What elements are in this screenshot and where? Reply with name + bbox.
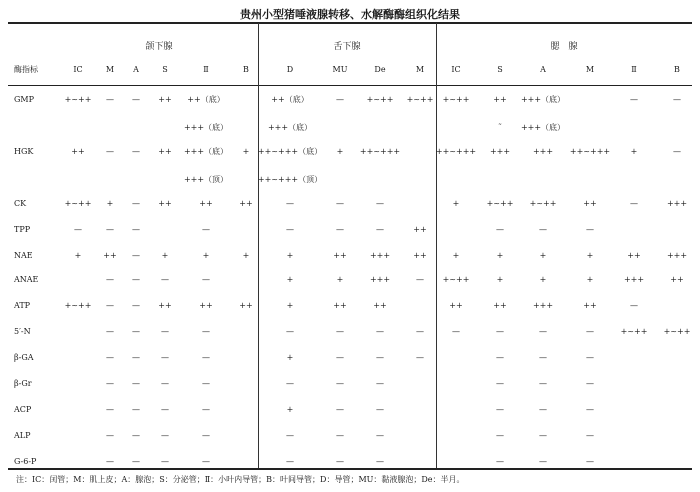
footnote: 注：IC：闰管；M：肌上皮；A：腺泡；S：分泌管；Ⅱ：小叶内导管；B：叶间导管；D：导管；MU：黏液腺泡；De：半月。 — [16, 475, 465, 484]
table-cell: — — [496, 225, 504, 234]
table-cell: — — [673, 95, 681, 104]
table-cell: + — [161, 251, 169, 260]
table-cell: — — [336, 353, 344, 362]
table-cell: — — [376, 405, 384, 414]
table-cell: +~++ — [64, 199, 92, 208]
table-cell: — — [376, 353, 384, 362]
table-cell: — — [161, 379, 169, 388]
table-cell: — — [286, 379, 294, 388]
table-cell: — — [132, 95, 140, 104]
table-cell: — — [106, 431, 114, 440]
row-label: β-Gr — [14, 379, 32, 388]
table-cell: — — [496, 457, 504, 466]
table-cell: — — [106, 327, 114, 336]
table-cell: ++ — [158, 147, 172, 156]
table-cell: — — [132, 431, 140, 440]
column-header: M — [105, 65, 115, 74]
row-label: ANAE — [14, 275, 39, 284]
column-header: D — [286, 65, 294, 74]
table-cell: — — [630, 199, 638, 208]
table-cell: ++ — [333, 251, 347, 260]
column-header: M — [415, 65, 425, 74]
table-cell: ++ — [158, 95, 172, 104]
table-cell: ++ — [103, 251, 117, 260]
table-cell: + — [539, 275, 547, 284]
table-cell: — — [202, 457, 210, 466]
table-cell: +~++ — [442, 95, 470, 104]
table-cell: — — [106, 275, 114, 284]
column-header: De — [374, 65, 386, 74]
table-title: 贵州小型猪唾液腺转移、水解酶酶组织化结果 — [240, 8, 460, 21]
table-cell: — — [336, 327, 344, 336]
column-header: B — [674, 65, 680, 74]
table-cell: + — [336, 275, 344, 284]
table-cell: ++（底） — [271, 95, 309, 104]
table-cell: — — [336, 431, 344, 440]
table-cell: — — [132, 353, 140, 362]
table-cell: — — [376, 457, 384, 466]
table-cell: + — [452, 251, 460, 260]
table-cell: — — [132, 225, 140, 234]
table-cell: — — [106, 379, 114, 388]
table-cell: + — [452, 199, 460, 208]
column-header: A — [540, 65, 546, 74]
table-cell: ˜ — [498, 123, 502, 132]
table-cell: +~++ — [64, 301, 92, 310]
table-cell: — — [132, 301, 140, 310]
table-cell: — — [630, 301, 638, 310]
table-cell: — — [539, 225, 547, 234]
table-cell: — — [586, 327, 594, 336]
table-cell: — — [586, 405, 594, 414]
row-label: ALP — [14, 431, 31, 440]
table-cell: +~++ — [620, 327, 648, 336]
table-cell: — — [106, 225, 114, 234]
group-submandibular: 颌下腺 — [145, 42, 173, 52]
table-cell: ++ — [627, 251, 641, 260]
table-cell: — — [336, 199, 344, 208]
table-cell: +++ — [369, 275, 391, 284]
table-cell: — — [132, 199, 140, 208]
table-cell: + — [286, 251, 294, 260]
table-cell: ++ — [413, 251, 427, 260]
row-label: 5′-N — [14, 327, 31, 336]
table-cell: — — [106, 147, 114, 156]
table-cell: ++ — [71, 147, 85, 156]
table-cell: ++~+++ — [359, 147, 401, 156]
table-cell: — — [496, 353, 504, 362]
table-cell: — — [376, 225, 384, 234]
table-cell: — — [202, 353, 210, 362]
table-cell: — — [336, 379, 344, 388]
table-cell: ++ — [158, 199, 172, 208]
table-cell: +++（底） — [267, 123, 313, 132]
table-cell: — — [452, 327, 460, 336]
table-cell: — — [539, 353, 547, 362]
table-cell: — — [539, 327, 547, 336]
row-label: NAE — [14, 251, 33, 260]
table-cell: + — [496, 275, 504, 284]
table-cell: + — [74, 251, 82, 260]
table-cell: — — [586, 353, 594, 362]
table-cell: ++ — [158, 301, 172, 310]
table-cell: ++ — [333, 301, 347, 310]
table-cell: — — [106, 301, 114, 310]
table-cell: + — [336, 147, 344, 156]
table-cell: + — [286, 353, 294, 362]
table-cell: ++ — [239, 199, 253, 208]
table-cell: — — [106, 457, 114, 466]
table-cell: — — [336, 225, 344, 234]
table-cell: — — [202, 379, 210, 388]
table-cell: ++ — [583, 301, 597, 310]
table-cell: — — [496, 379, 504, 388]
table-cell: +++ — [666, 199, 688, 208]
table-cell: + — [202, 251, 210, 260]
table-cell: + — [539, 251, 547, 260]
table-cell: — — [586, 225, 594, 234]
table-cell: ++ — [413, 225, 427, 234]
table-cell: ++~+++（顶） — [257, 175, 323, 184]
group-sublingual: 舌下腺 — [333, 42, 361, 52]
table-cell: — — [106, 405, 114, 414]
column-header: Ⅱ — [631, 65, 637, 74]
table-cell: — — [416, 275, 424, 284]
table-cell: +~++ — [64, 95, 92, 104]
column-header: S — [162, 65, 168, 74]
column-header: IC — [73, 65, 83, 74]
table-cell: +++ — [532, 147, 554, 156]
table-cell: + — [242, 147, 250, 156]
table-cell: +++（顶） — [183, 175, 229, 184]
table-cell: + — [242, 251, 250, 260]
table-cell: + — [106, 199, 114, 208]
table-cell: — — [286, 431, 294, 440]
row-label: ACP — [14, 405, 32, 414]
table-cell: — — [132, 457, 140, 466]
column-header: A — [133, 65, 139, 74]
table-cell: — — [336, 457, 344, 466]
table-cell: — — [336, 405, 344, 414]
table-cell: ++ — [199, 301, 213, 310]
table-cell: — — [161, 431, 169, 440]
row-label: TPP — [14, 225, 31, 234]
table-cell: — — [202, 431, 210, 440]
table-cell: +~++ — [442, 275, 470, 284]
table-cell: — — [376, 431, 384, 440]
table-cell: ++~+++（底） — [257, 147, 323, 156]
table-cell: +~++ — [663, 327, 691, 336]
table-cell: +++（底） — [520, 95, 566, 104]
table-cell: — — [586, 379, 594, 388]
table-cell: ++~+++ — [435, 147, 477, 156]
table-cell: +++ — [532, 301, 554, 310]
top-rule — [8, 22, 692, 24]
table-cell: + — [286, 275, 294, 284]
table-cell: +++ — [489, 147, 511, 156]
table-cell: +~++ — [529, 199, 557, 208]
table-cell: — — [286, 225, 294, 234]
table-cell: — — [74, 225, 82, 234]
table-cell: — — [132, 405, 140, 414]
table-cell: +++ — [666, 251, 688, 260]
table-cell: + — [586, 275, 594, 284]
table-cell: — — [586, 431, 594, 440]
table-cell: ++ — [670, 275, 684, 284]
table-cell: — — [161, 327, 169, 336]
table-cell: — — [539, 405, 547, 414]
table-cell: — — [286, 327, 294, 336]
table-cell: + — [286, 301, 294, 310]
column-header: B — [243, 65, 249, 74]
column-header: Ⅱ — [203, 65, 209, 74]
table-cell: — — [286, 199, 294, 208]
table-cell: — — [106, 95, 114, 104]
table-cell: — — [161, 353, 169, 362]
table-cell: +~++ — [406, 95, 434, 104]
table-cell: — — [132, 147, 140, 156]
table-cell: — — [161, 405, 169, 414]
table-cell: +~++ — [366, 95, 394, 104]
table-cell: — — [496, 327, 504, 336]
table-cell: ++ — [373, 301, 387, 310]
table-cell: +++ — [623, 275, 645, 284]
row-label: CK — [14, 199, 27, 208]
table-cell: — — [496, 431, 504, 440]
table-cell: — — [161, 275, 169, 284]
table-cell: ++ — [239, 301, 253, 310]
table-cell: — — [132, 275, 140, 284]
table-cell: ++ — [199, 199, 213, 208]
table-cell: + — [496, 251, 504, 260]
row-label: G-6-P — [14, 457, 37, 466]
table-cell: + — [630, 147, 638, 156]
table-cell: — — [202, 327, 210, 336]
bottom-rule — [8, 468, 692, 470]
row-label: β-GA — [14, 353, 34, 362]
column-header: M — [585, 65, 595, 74]
table-cell: — — [376, 199, 384, 208]
table-cell: — — [106, 353, 114, 362]
table-cell: ++ — [449, 301, 463, 310]
column-header: MU — [332, 65, 348, 74]
group-parotid: 腮 腺 — [550, 42, 578, 52]
table-cell: + — [286, 405, 294, 414]
table-cell: — — [202, 225, 210, 234]
table-cell: — — [586, 457, 594, 466]
row-header-label: 酶指标 — [14, 65, 38, 74]
table-cell: — — [376, 379, 384, 388]
table-cell: ++~+++ — [569, 147, 611, 156]
table-cell: — — [416, 327, 424, 336]
table-cell: +++（底） — [520, 123, 566, 132]
table-cell: — — [202, 405, 210, 414]
table-cell: — — [416, 353, 424, 362]
table-cell: — — [673, 147, 681, 156]
table-cell: — — [496, 405, 504, 414]
table-cell: +++（底） — [183, 123, 229, 132]
table-cell: ++ — [493, 301, 507, 310]
table-cell: +~++ — [486, 199, 514, 208]
column-header: S — [497, 65, 503, 74]
table-cell: — — [286, 457, 294, 466]
group-divider-2 — [436, 23, 437, 468]
table-cell: +++（底） — [183, 147, 229, 156]
table-cell: — — [539, 431, 547, 440]
table-cell: — — [132, 327, 140, 336]
row-label: HGK — [14, 147, 34, 156]
table-cell: — — [336, 95, 344, 104]
table-cell: — — [132, 379, 140, 388]
table-cell: — — [202, 275, 210, 284]
row-label: ATP — [14, 301, 31, 310]
row-label: GMP — [14, 95, 34, 104]
table-cell: — — [132, 251, 140, 260]
table-cell: + — [586, 251, 594, 260]
table-cell: — — [161, 457, 169, 466]
header-rule — [8, 85, 692, 86]
table-cell: — — [539, 379, 547, 388]
table-cell: ++ — [583, 199, 597, 208]
table-cell: — — [539, 457, 547, 466]
table-cell: ++ — [493, 95, 507, 104]
column-header: IC — [451, 65, 461, 74]
table-cell: — — [376, 327, 384, 336]
table-cell: ++（底） — [187, 95, 225, 104]
table-cell: +++ — [369, 251, 391, 260]
table-cell: — — [630, 95, 638, 104]
group-divider-1 — [258, 23, 259, 468]
